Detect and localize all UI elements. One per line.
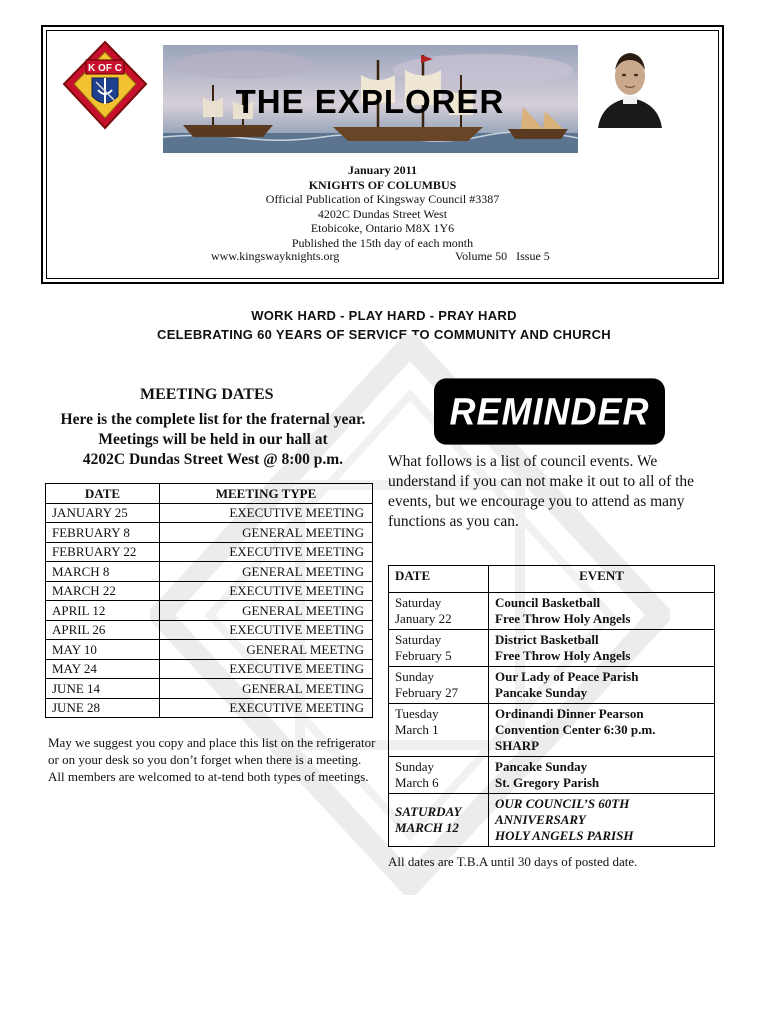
website-link[interactable]: www.kingswayknights.org <box>211 249 340 263</box>
sailing-ships-banner <box>163 45 578 153</box>
meeting-type: GENERAL MEETING <box>160 562 373 582</box>
meeting-date: FEBRUARY 22 <box>46 542 160 562</box>
meeting-type: EXECUTIVE MEETING <box>160 698 373 718</box>
svg-text:K OF C: K OF C <box>88 63 122 74</box>
issue-month: January 2011 <box>347 163 417 177</box>
dates-tba-note: All dates are T.B.A until 30 days of posted date. <box>388 854 638 869</box>
organization-name: KNIGHTS OF COLUMBUS <box>308 178 457 192</box>
meeting-type: EXECUTIVE MEETING <box>160 503 373 523</box>
events-table-header-row <box>389 566 715 593</box>
table-row <box>46 698 373 718</box>
table-row <box>389 704 715 757</box>
table-row <box>46 601 373 621</box>
council-events-table <box>388 565 715 847</box>
event-date: Saturday February 5 <box>389 630 489 667</box>
meeting-date: JANUARY 25 <box>46 503 160 523</box>
event-description: OUR COUNCIL’S 60TH ANNIVERSARY HOLY ANGELS PARISH <box>489 794 715 847</box>
volume-issue: Volume 50 Issue 5 <box>455 249 550 263</box>
meeting-type: GENERAL MEETING <box>160 523 373 543</box>
reminder-badge: REMINDER <box>434 378 665 444</box>
event-description: Pancake Sunday St. Gregory Parish <box>489 757 715 794</box>
newsletter-title: THE EXPLORER <box>235 83 505 120</box>
column-header-date: DATE <box>46 484 160 504</box>
publication-line: Official Publication of Kingsway Council #3387 <box>265 192 500 206</box>
column-header-date: DATE <box>389 566 489 593</box>
meeting-date: APRIL 12 <box>46 601 160 621</box>
address-line-2: Etobicoke, Ontario M8X 1Y6 <box>310 221 455 235</box>
table-row <box>46 620 373 640</box>
meeting-type: EXECUTIVE MEETING <box>160 542 373 562</box>
event-description: Ordinandi Dinner Pearson Convention Center 6:30 p.m. SHARP <box>489 704 715 757</box>
column-header-event: EVENT <box>489 566 715 593</box>
meeting-table-header-row <box>46 484 373 504</box>
kofc-emblem-logo <box>62 40 148 130</box>
table-row <box>46 640 373 660</box>
table-row <box>46 503 373 523</box>
meeting-dates-table <box>45 483 373 718</box>
table-row <box>46 523 373 543</box>
meeting-type: EXECUTIVE MEETING <box>160 581 373 601</box>
event-description: District Basketball Free Throw Holy Angels <box>489 630 715 667</box>
table-row <box>389 593 715 630</box>
table-row <box>46 679 373 699</box>
meeting-date: JUNE 28 <box>46 698 160 718</box>
table-row <box>389 667 715 704</box>
address-line-1: 4202C Dundas Street West <box>317 207 448 221</box>
event-date: Sunday February 27 <box>389 667 489 704</box>
meeting-intro-line-3: 4202C Dundas Street West @ 8:00 p.m. <box>82 451 344 468</box>
table-row <box>389 630 715 667</box>
event-description: Council Basketball Free Throw Holy Angels <box>489 593 715 630</box>
column-header-meeting-type: MEETING TYPE <box>160 484 373 504</box>
publication-schedule: Published the 15th day of each month <box>291 236 474 250</box>
table-row <box>46 542 373 562</box>
meeting-intro-line-2: Meetings will be held in our hall at <box>98 431 328 448</box>
meeting-suggestion-text: May we suggest you copy and place this list on the refrigerator or on your desk so you don’t forget when there is a meeting. All members are welcomed to at-tend both types of meetings. <box>48 735 376 784</box>
event-description: Our Lady of Peace Parish Pancake Sunday <box>489 667 715 704</box>
meeting-type: GENERAL MEETNG <box>160 640 373 660</box>
meeting-intro-line-1: Here is the complete list for the fraternal year. <box>60 411 366 428</box>
event-date: SATURDAY MARCH 12 <box>389 794 489 847</box>
anniversary-banner-line: CELEBRATING 60 YEARS OF SERVICE TO COMMUNITY AND CHURCH <box>157 327 611 342</box>
meeting-date: MARCH 22 <box>46 581 160 601</box>
meeting-date: JUNE 14 <box>46 679 160 699</box>
table-row <box>389 757 715 794</box>
event-date: Saturday January 22 <box>389 593 489 630</box>
meeting-date: MAY 10 <box>46 640 160 660</box>
meeting-type: EXECUTIVE MEETING <box>160 659 373 679</box>
event-date: Tuesday March 1 <box>389 704 489 757</box>
meeting-date: MARCH 8 <box>46 562 160 582</box>
table-row <box>46 562 373 582</box>
event-date: Sunday March 6 <box>389 757 489 794</box>
motto-line: WORK HARD - PLAY HARD - PRAY HARD <box>251 308 517 323</box>
meeting-date: FEBRUARY 8 <box>46 523 160 543</box>
meeting-type: GENERAL MEETING <box>160 679 373 699</box>
table-row <box>46 659 373 679</box>
meeting-date: APRIL 26 <box>46 620 160 640</box>
meeting-date: MAY 24 <box>46 659 160 679</box>
events-intro-text: What follows is a list of council events. We understand if you can not make it out to all of the events, but we encourage you to attend as many functions as you can. <box>388 453 695 530</box>
meeting-type: EXECUTIVE MEETING <box>160 620 373 640</box>
meeting-dates-heading: MEETING DATES <box>140 386 274 403</box>
table-row <box>46 581 373 601</box>
priest-portrait-image <box>596 44 664 128</box>
meeting-type: GENERAL MEETING <box>160 601 373 621</box>
table-row-highlight <box>389 794 715 847</box>
